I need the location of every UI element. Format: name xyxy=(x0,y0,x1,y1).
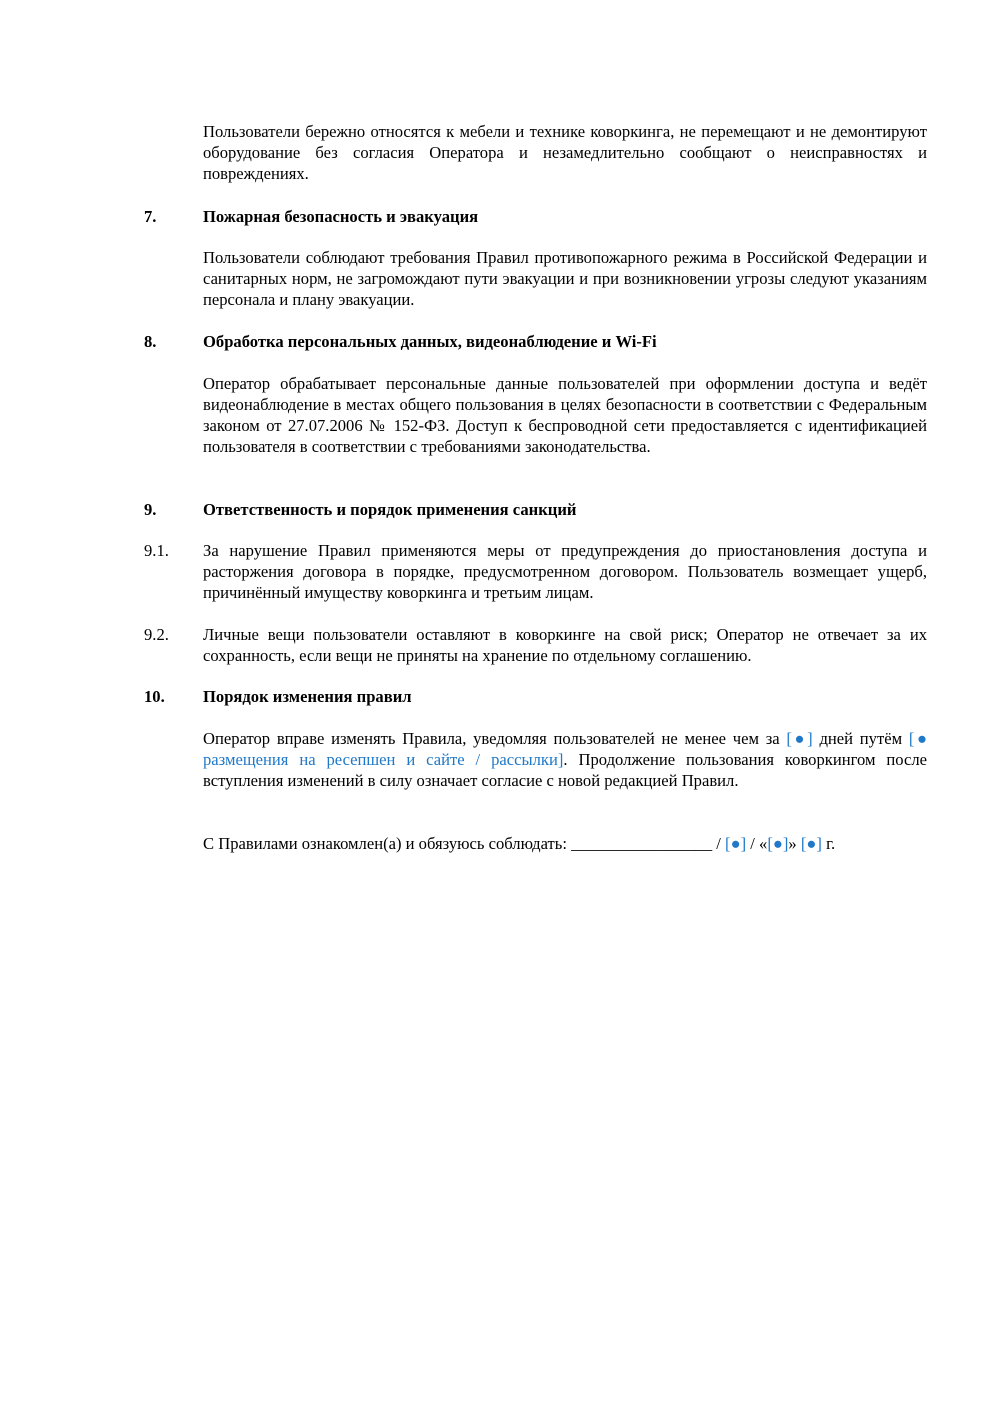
acknowledgement-tail: г. xyxy=(821,834,836,853)
section-10-body-text-2: дней путём xyxy=(812,729,909,748)
clause-9-2-text: Личные вещи пользователи оставляют в коворкинге на свой риск; Оператор не отвечает за их сохранность, если вещи не приняты на хранение по отдельному соглашению. xyxy=(203,625,927,665)
day-placeholder: [●] xyxy=(767,834,789,853)
section-10-body xyxy=(203,728,927,791)
section-10-body-text-1: Оператор вправе изменять Правила, уведомляя пользователей не менее чем за xyxy=(203,729,787,748)
notification-method-placeholder: [● размещения на ресепшен и сайте / рассылки] xyxy=(203,729,927,769)
section-8-body: Оператор обрабатывает персональные данные пользователей при оформлении доступа и ведёт видеонаблюдение в местах общего пользования в целях безопасности в соответствии с Федеральным законом от 27.07.2006 № 152-ФЗ. Доступ к беспроводной сети предоставляется с идентификацией пользователя в соответствии с требованиями законодательства. xyxy=(203,374,927,456)
section-8-title: Обработка персональных данных, видеонаблюдение и Wi-Fi xyxy=(203,332,657,351)
section-10-title: Порядок изменения правил xyxy=(203,687,412,706)
clause-9-1-text: За нарушение Правил применяются меры от предупреждения до приостановления доступа и расторжения договора в порядке, предусмотренном договором. Пользователь возмещает ущерб, причинённый имуществу коворкинга и третьим лицам. xyxy=(203,541,927,602)
acknowledgement-lead: С Правилами ознакомлен(а) и обязуюсь соблюдать: _________________ / xyxy=(203,834,726,853)
section-7-body: Пользователи соблюдают требования Правил противопожарного режима в Российской Федерации и санитарных норм, не загромождают пути эвакуации и при возникновении угрозы следуют указаниям персонала и плану эвакуации. xyxy=(203,248,927,309)
section-9-number: 9. xyxy=(144,500,157,519)
acknowledgement-line xyxy=(203,833,835,854)
name-placeholder: [●] xyxy=(725,834,747,853)
acknowledgement-close-quote: » xyxy=(788,834,801,853)
intro-paragraph: Пользователи бережно относятся к мебели и технике коворкинга, не перемещают и не демонтируют оборудование без согласия Оператора и незамедлительно сообщают о неисправностях и повреждениях. xyxy=(203,122,927,183)
section-7-number: 7. xyxy=(144,207,157,226)
acknowledgement-separator: / « xyxy=(746,834,768,853)
section-7-title: Пожарная безопасность и эвакуация xyxy=(203,207,479,226)
section-9-title: Ответственность и порядок применения санкций xyxy=(203,500,577,519)
clause-9-1-number: 9.1. xyxy=(144,541,169,560)
section-10-body-text-3: . Продолжение пользования коворкингом после вступления изменений в силу означает согласие с новой редакцией Правил. xyxy=(203,750,927,790)
section-10-number: 10. xyxy=(144,687,165,706)
month-placeholder: [●] xyxy=(800,834,822,853)
days-placeholder: [●] xyxy=(786,729,813,748)
section-8-number: 8. xyxy=(144,332,157,351)
clause-9-2-number: 9.2. xyxy=(144,625,169,644)
